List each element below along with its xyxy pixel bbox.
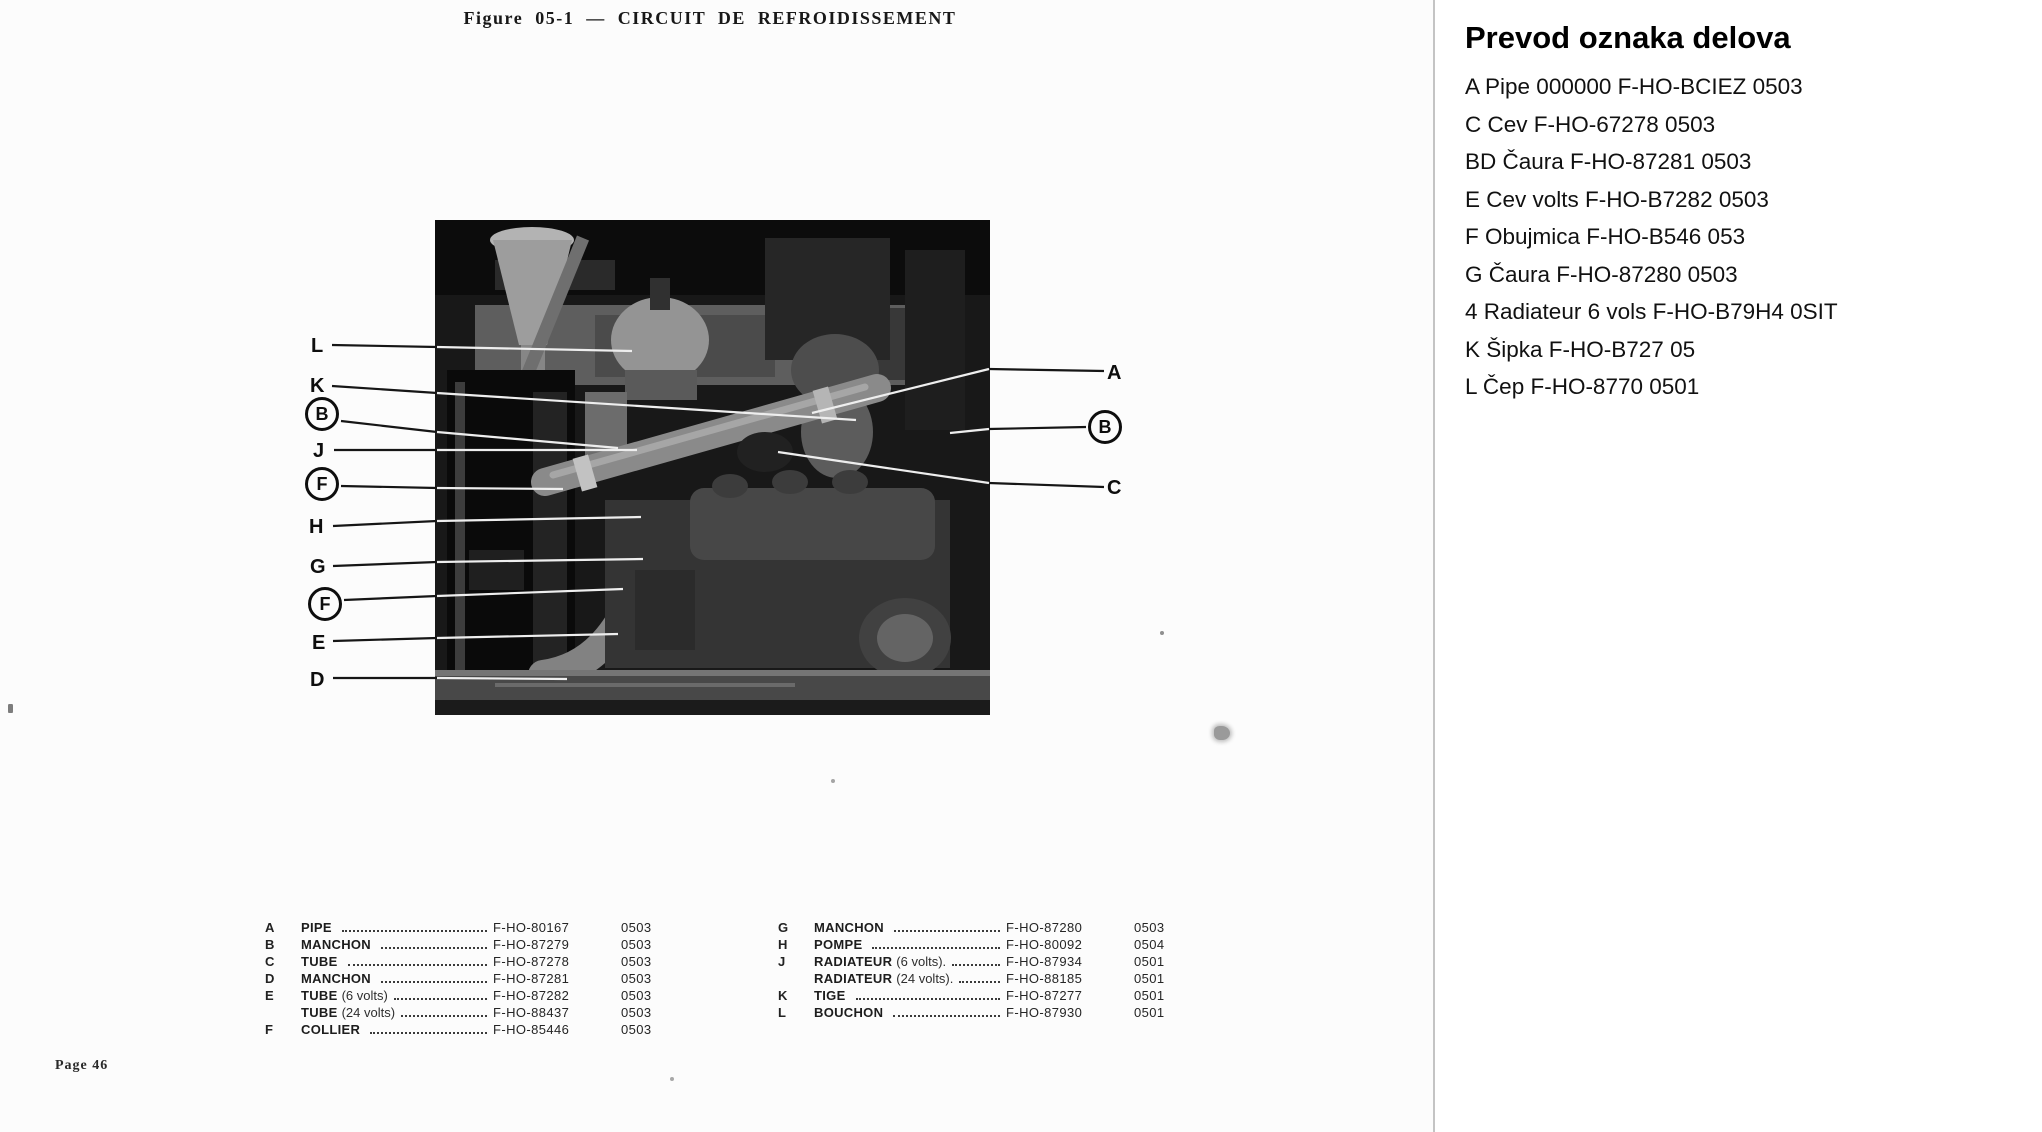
scan-speck bbox=[1160, 631, 1164, 635]
part-number: F-HO-87281 bbox=[493, 971, 570, 986]
translation-item: E Cev volts F-HO-B7282 0503 bbox=[1465, 186, 1769, 212]
part-number: F-HO-87282 bbox=[493, 988, 570, 1003]
part-code: 0503 bbox=[621, 1005, 652, 1020]
dotted-leader bbox=[893, 1015, 1000, 1017]
scan-speck bbox=[8, 704, 13, 713]
part-note: (6 volts) bbox=[341, 988, 388, 1003]
callout-label-B-circled-right: B bbox=[1088, 410, 1122, 444]
table-row bbox=[265, 1020, 675, 1037]
dotted-leader bbox=[952, 964, 1000, 966]
part-number: F-HO-88437 bbox=[493, 1005, 570, 1020]
part-code: 0501 bbox=[1134, 1005, 1165, 1020]
dotted-leader bbox=[959, 981, 1000, 983]
part-code: 0503 bbox=[621, 954, 652, 969]
table-row bbox=[265, 935, 675, 952]
part-code: 0503 bbox=[621, 988, 652, 1003]
table-row bbox=[265, 918, 675, 935]
table-row bbox=[778, 935, 1193, 952]
figure-title: Figure 05-1 — CIRCUIT DE REFROIDISSEMENT bbox=[463, 8, 957, 28]
part-name: PIPE bbox=[301, 920, 332, 935]
callout-label-H: H bbox=[309, 516, 324, 538]
part-name: POMPE bbox=[814, 937, 863, 952]
part-name: MANCHON bbox=[301, 937, 371, 952]
part-code: 0504 bbox=[1134, 937, 1165, 952]
callout-label-J: J bbox=[313, 440, 325, 462]
part-code: 0503 bbox=[621, 971, 652, 986]
callout-label-K: K bbox=[310, 375, 325, 397]
callout-label-F-circled-2: F bbox=[308, 587, 342, 621]
table-row bbox=[778, 1003, 1193, 1020]
part-number: F-HO-80167 bbox=[493, 920, 570, 935]
part-name: TIGE bbox=[814, 988, 846, 1003]
part-name: RADIATEUR bbox=[814, 971, 893, 986]
table-row bbox=[778, 918, 1193, 935]
callout-label-C: C bbox=[1107, 477, 1122, 499]
translation-item: L Čep F-HO-8770 0501 bbox=[1465, 374, 1700, 399]
translation-item: C Cev F-HO-67278 0503 bbox=[1465, 111, 1716, 137]
part-number: F-HO-85446 bbox=[493, 1022, 570, 1037]
part-code: 0501 bbox=[1134, 988, 1165, 1003]
dotted-leader bbox=[394, 998, 487, 1000]
part-note: (6 volts). bbox=[896, 954, 947, 969]
dotted-leader bbox=[370, 1032, 487, 1034]
part-name: RADIATEUR bbox=[814, 954, 893, 969]
callout-label-L: L bbox=[311, 335, 324, 357]
part-number: F-HO-87277 bbox=[1006, 988, 1083, 1003]
part-letter: K bbox=[778, 988, 788, 1003]
dotted-leader bbox=[381, 947, 487, 949]
part-note: (24 volts) bbox=[341, 1005, 396, 1020]
part-number: F-HO-87279 bbox=[493, 937, 570, 952]
engine-photo bbox=[435, 220, 990, 715]
scan-speck bbox=[670, 1077, 674, 1081]
part-number: F-HO-87930 bbox=[1006, 1005, 1083, 1020]
translation-item: BD Čaura F-HO-87281 0503 bbox=[1465, 149, 1752, 174]
part-code: 0503 bbox=[621, 1022, 652, 1037]
dotted-leader bbox=[872, 947, 1000, 949]
translation-panel-title: Prevod oznaka delova bbox=[1465, 20, 1791, 55]
part-letter: H bbox=[778, 937, 788, 952]
part-letter: L bbox=[778, 1005, 786, 1020]
translation-item: F Obujmica F-HO-B546 053 bbox=[1465, 224, 1746, 249]
part-name: MANCHON bbox=[814, 920, 884, 935]
translation-item: A Pipe 000000 F-HO-BCIEZ 0503 bbox=[1465, 74, 1803, 99]
scan-speck bbox=[831, 779, 835, 783]
page-number: Page 46 bbox=[55, 1058, 109, 1073]
dotted-leader bbox=[894, 930, 1000, 932]
table-row bbox=[778, 969, 1193, 986]
part-number: F-HO-88185 bbox=[1006, 971, 1083, 986]
part-number: F-HO-80092 bbox=[1006, 937, 1083, 952]
part-code: 0503 bbox=[621, 920, 652, 935]
part-letter: A bbox=[265, 920, 275, 935]
part-name: TUBE bbox=[301, 988, 338, 1003]
callout-label-D: D bbox=[310, 669, 325, 691]
part-letter: B bbox=[265, 937, 275, 952]
part-name: TUBE bbox=[301, 1005, 338, 1020]
translation-item: K Šipka F-HO-B727 05 bbox=[1465, 336, 1696, 362]
dotted-leader bbox=[381, 981, 487, 983]
part-letter: E bbox=[265, 988, 274, 1003]
part-name: BOUCHON bbox=[814, 1005, 884, 1020]
part-number: F-HO-87278 bbox=[493, 954, 570, 969]
part-letter: C bbox=[265, 954, 275, 969]
table-row bbox=[778, 952, 1193, 969]
callout-label-E: E bbox=[312, 632, 326, 654]
dotted-leader bbox=[401, 1015, 487, 1017]
part-code: 0503 bbox=[621, 937, 652, 952]
callout-label-A: A bbox=[1107, 362, 1122, 384]
callout-label-F-circled-1: F bbox=[305, 467, 339, 501]
engine-photo-graphic bbox=[435, 220, 990, 715]
part-name: COLLIER bbox=[301, 1022, 361, 1037]
parts-table-right bbox=[778, 918, 1193, 1020]
part-letter: F bbox=[265, 1022, 273, 1037]
part-note: (24 volts). bbox=[896, 971, 954, 986]
part-code: 0501 bbox=[1134, 954, 1165, 969]
callout-label-B-circled: B bbox=[305, 397, 339, 431]
dotted-leader bbox=[342, 930, 487, 932]
dotted-leader bbox=[856, 998, 1000, 1000]
translation-item: G Čaura F-HO-87280 0503 bbox=[1465, 261, 1738, 287]
dotted-leader bbox=[348, 964, 487, 966]
table-row bbox=[265, 952, 675, 969]
part-name: MANCHON bbox=[301, 971, 371, 986]
scan-speck bbox=[1214, 726, 1230, 740]
part-number: F-HO-87934 bbox=[1006, 954, 1083, 969]
part-number: F-HO-87280 bbox=[1006, 920, 1083, 935]
callout-label-G: G bbox=[310, 556, 326, 578]
table-row bbox=[265, 1003, 675, 1020]
part-letter: J bbox=[778, 954, 786, 969]
part-code: 0501 bbox=[1134, 971, 1165, 986]
table-row bbox=[265, 986, 675, 1003]
table-row bbox=[265, 969, 675, 986]
table-row bbox=[778, 986, 1193, 1003]
part-letter: D bbox=[265, 971, 275, 986]
part-letter: G bbox=[778, 920, 789, 935]
translation-list bbox=[1465, 76, 2042, 399]
translation-panel bbox=[1435, 0, 2042, 1132]
parts-table-left bbox=[265, 918, 675, 1037]
part-name: TUBE bbox=[301, 954, 338, 969]
translation-item: 4 Radiateur 6 vols F-HO-B79H4 0SIT bbox=[1465, 299, 1838, 324]
part-code: 0503 bbox=[1134, 920, 1165, 935]
